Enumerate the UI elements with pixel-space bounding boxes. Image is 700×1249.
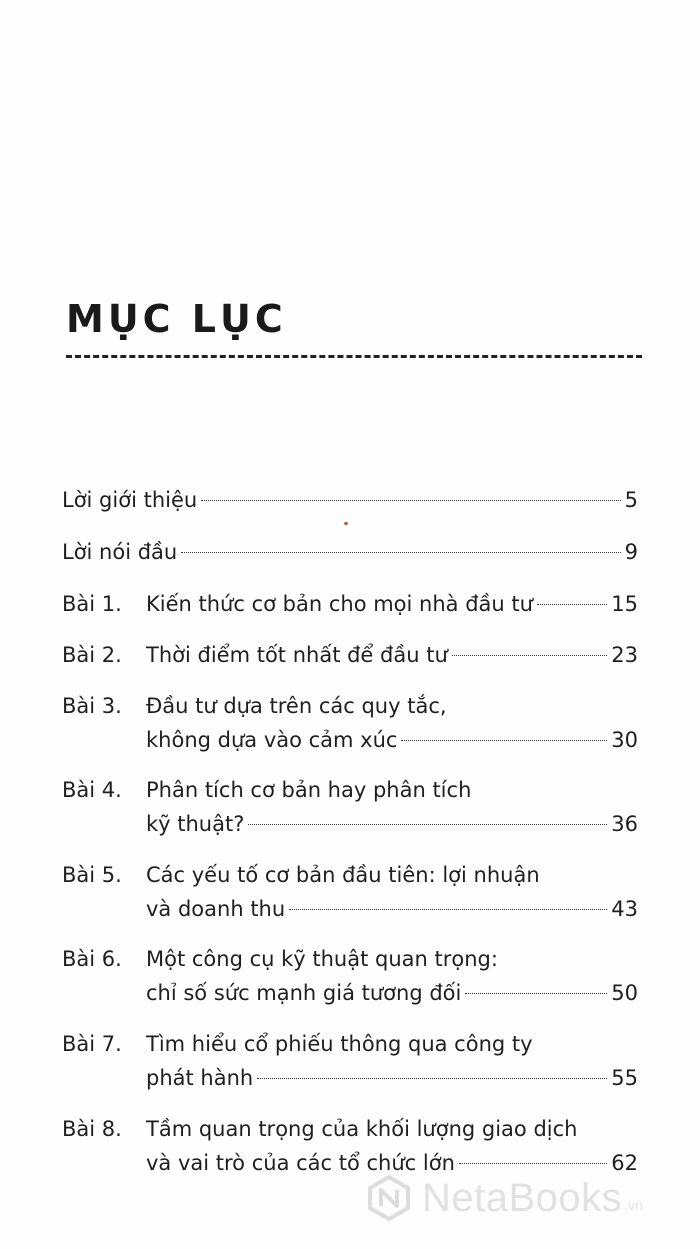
toc-entry-lesson-7[interactable] <box>62 1027 638 1095</box>
toc-entry-text: Lời giới thiệu <box>62 488 198 512</box>
toc-entry-intro[interactable] <box>62 483 638 517</box>
toc-entry-text: Thời điểm tốt nhất để đầu tư <box>146 643 448 667</box>
dot-leader <box>459 1163 607 1164</box>
toc-page-number: 55 <box>611 1066 638 1090</box>
toc-entry-text: Tìm hiểu cổ phiếu thông qua công ty <box>146 1032 533 1056</box>
dot-leader <box>537 604 607 605</box>
lesson-label: Bài 2. <box>62 643 122 667</box>
toc-entry-text-continued: không dựa vào cảm xúc <box>146 728 398 752</box>
dot-leader <box>401 740 607 741</box>
toc-page-number: 36 <box>611 812 638 836</box>
watermark <box>366 1175 643 1221</box>
toc-entry-text: Lời nói đầu <box>62 540 178 564</box>
toc-entry-text-continued: kỹ thuật? <box>146 812 245 836</box>
toc-entry-lesson-8[interactable] <box>62 1112 638 1180</box>
page-title: MỤC LỤC <box>66 297 287 341</box>
toc-entry-text: Một công cụ kỹ thuật quan trọng: <box>146 947 498 971</box>
toc-entry-text-continued: và vai trò của các tổ chức lớn <box>146 1151 455 1175</box>
ink-speck <box>344 522 348 525</box>
dot-leader <box>257 1078 607 1079</box>
toc-page-number: 23 <box>611 643 638 667</box>
toc-entry-lesson-4[interactable] <box>62 773 638 841</box>
toc-page-number: 43 <box>611 897 638 921</box>
lesson-label: Bài 8. <box>62 1117 122 1141</box>
toc-entry-lesson-2[interactable] <box>62 638 638 672</box>
lesson-label: Bài 4. <box>62 778 122 802</box>
toc-entry-lesson-3[interactable] <box>62 689 638 757</box>
toc-page-number: 30 <box>611 728 638 752</box>
toc-entry-text: Tầm quan trọng của khối lượng giao dịch <box>146 1117 578 1141</box>
dot-leader <box>181 552 620 553</box>
toc-entry-text: Kiến thức cơ bản cho mọi nhà đầu tư <box>146 592 533 616</box>
toc-entry-text-continued: và doanh thu <box>146 897 286 921</box>
lesson-label: Bài 5. <box>62 863 122 887</box>
toc-page-number: 50 <box>611 981 638 1005</box>
toc-entry-text-continued: chỉ số sức mạnh giá tương đối <box>146 981 462 1005</box>
watermark-brand: NetaBooks <box>422 1175 623 1220</box>
dot-leader <box>452 655 608 656</box>
toc-entry-lesson-5[interactable] <box>62 858 638 926</box>
toc-entry-lesson-1[interactable] <box>62 587 638 621</box>
lesson-label: Bài 1. <box>62 592 122 616</box>
toc-entry-lesson-6[interactable] <box>62 942 638 1010</box>
lesson-label: Bài 3. <box>62 694 122 718</box>
toc-page-number: 62 <box>611 1151 638 1175</box>
watermark-suffix: .vn <box>624 1197 643 1213</box>
netabooks-logo-icon <box>366 1175 412 1221</box>
dashed-divider <box>66 355 642 358</box>
toc-page-number: 5 <box>624 488 638 512</box>
toc-entry-text: Đầu tư dựa trên các quy tắc, <box>146 694 447 718</box>
lesson-label: Bài 6. <box>62 947 122 971</box>
toc-entry-text: Phân tích cơ bản hay phân tích <box>146 778 472 802</box>
toc-page-number: 9 <box>624 540 638 564</box>
toc-page-number: 15 <box>611 592 638 616</box>
toc-entry-text-continued: phát hành <box>146 1066 254 1090</box>
dot-leader <box>201 500 620 501</box>
dot-leader <box>289 909 607 910</box>
toc-entry-text: Các yếu tố cơ bản đầu tiên: lợi nhuận <box>146 863 540 887</box>
lesson-label: Bài 7. <box>62 1032 122 1056</box>
dot-leader <box>248 824 607 825</box>
dot-leader <box>465 993 607 994</box>
toc-entry-foreword[interactable] <box>62 535 638 569</box>
